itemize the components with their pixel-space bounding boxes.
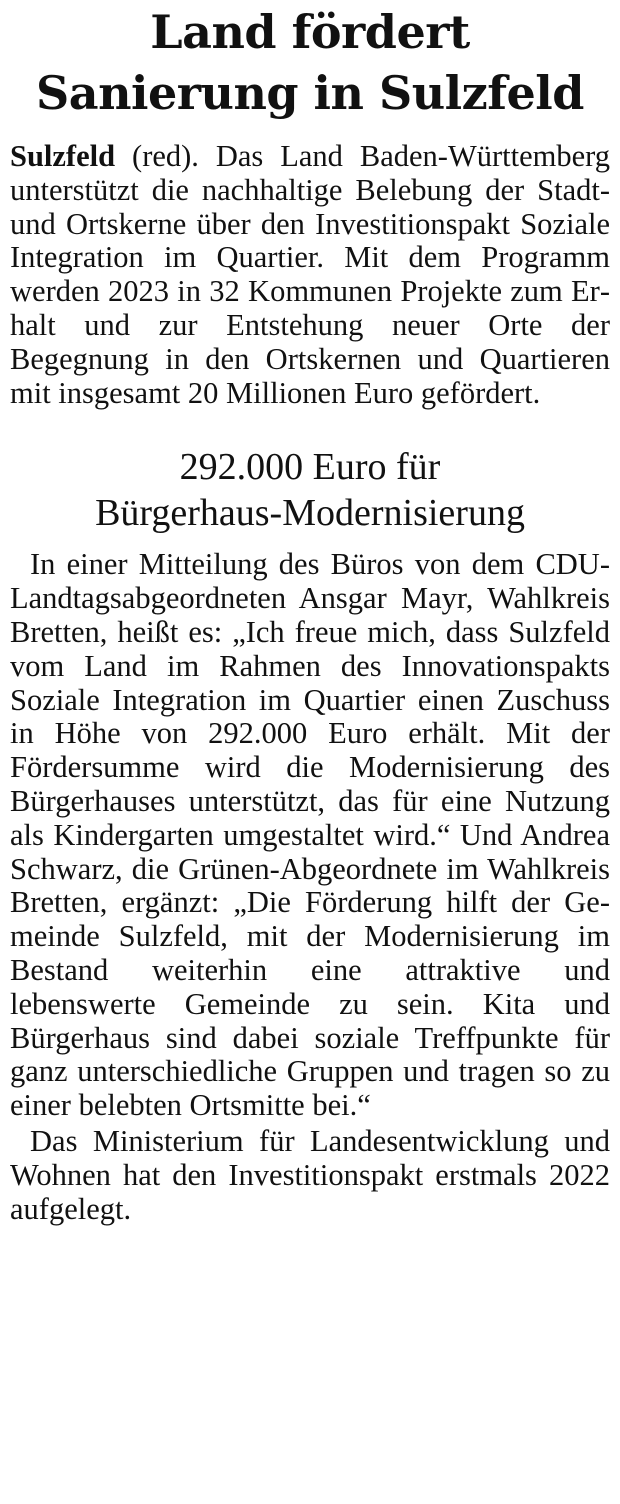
dateline: Sulzfeld	[10, 139, 116, 173]
subheadline	[10, 444, 610, 536]
headline-line-1: Land fördert	[150, 5, 470, 59]
article	[10, 0, 610, 1226]
subheadline-line-2: Bürgerhaus-Modernisierung	[95, 492, 525, 535]
body-paragraph-1: In einer Mitteilung des Büros von dem CDU-Landtagsabgeordneten Ansgar Mayr, Wahlkreis Bretten, heißt es: „Ich freue mich, dass Sulzfeld vom Land im Rahmen des Innovationspakts Soziale Integration im Quartier einen Zuschuss in Höhe von 292.000 Euro erhält. Mit der Fördersumme wird die Modernisierung des Bürgerhauses unterstützt, das für eine Nutzung als Kindergarten umgestaltet wird.“ Und Andrea Schwarz, die Grünen-Abgeordnete im Wahlkreis Bretten, ergänzt: „Die Förderung hilft der Gemeinde Sulzfeld, mit der Modernisierung im Bestand weiterhin eine attraktive und lebenswerte Gemeinde zu sein. Kita und Bürgerhaus sind dabei soziale Treffpunkte für ganz unterschiedliche Gruppen und tragen so zu einer belebten Ortsmitte bei.“	[10, 547, 610, 1123]
lead-paragraph	[10, 140, 610, 410]
body-paragraph-2: Das Ministerium für Landesentwicklung und Wohnen hat den Investitionspakt erstmals 2022 aufgelegt.	[10, 1123, 610, 1226]
lead-text: (red). Das Land Baden-Württemberg unterstützt die nachhaltige Belebung der Stadt- und Ortskerne über den Investitionspakt Soziale Integration im Quartier. Mit dem Programm werden 2023 in 32 Kommunen Projekte zum Erhalt und zur Entstehung neuer Orte der Begegnung in den Ortskernen und Quartieren mit insgesamt 20 Millionen Euro gefördert.	[10, 139, 610, 410]
headline-line-2: Sanierung in Sulzfeld	[36, 66, 584, 120]
subheadline-line-1: 292.000 Euro für	[179, 446, 441, 489]
headline	[10, 0, 610, 124]
